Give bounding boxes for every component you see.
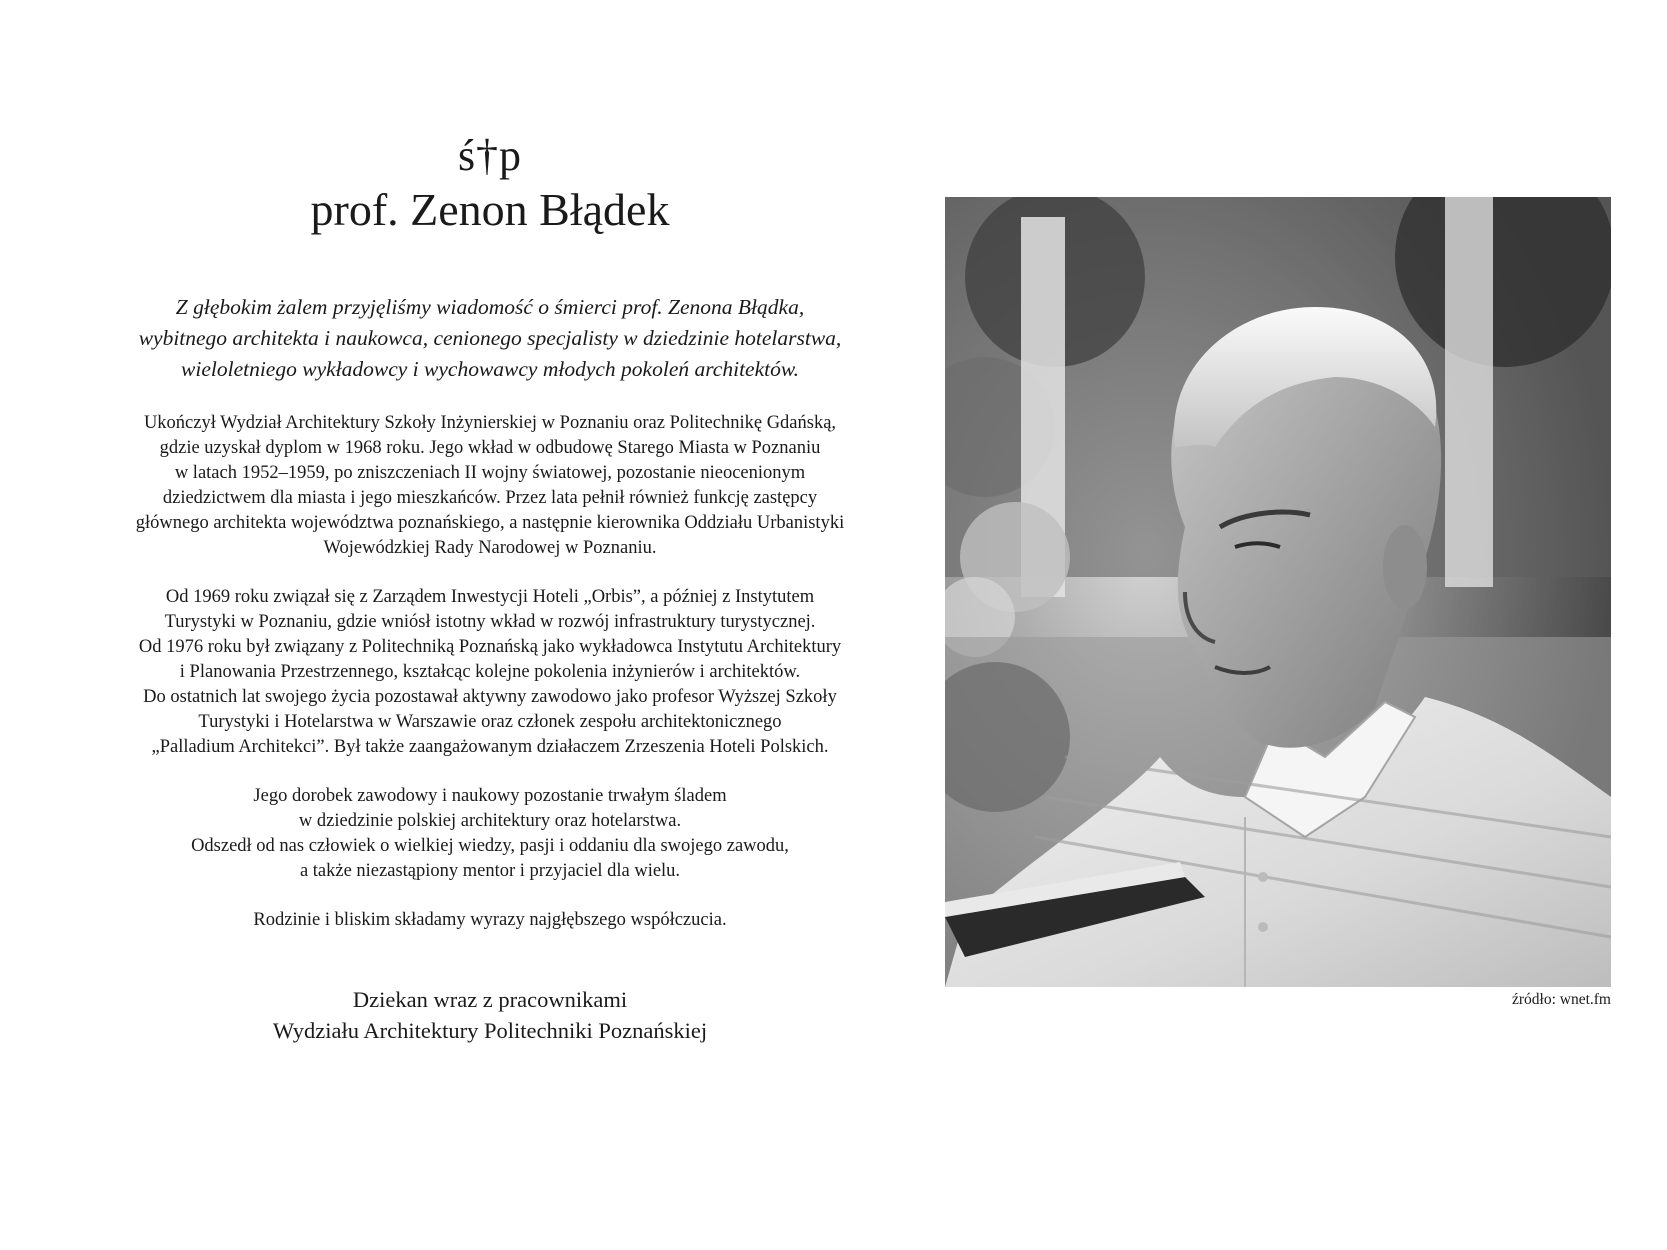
paragraph-line: Turystyki w Poznaniu, gdzie wniósł istotny wkład w rozwój infrastruktury turystycznej. xyxy=(164,612,816,632)
obituary-text-column xyxy=(80,130,900,1046)
paragraph-line: Wojewódzkiej Rady Narodowej w Poznaniu. xyxy=(323,538,657,558)
paragraph-line: Ukończył Wydział Architektury Szkoły Inżynierskiej w Poznaniu oraz Politechnikę Gdańską, xyxy=(143,413,837,433)
paragraph-line: Od 1976 roku był związany z Politechniką Poznańską jako wykładowca Instytutu Architektury xyxy=(138,637,842,657)
portrait-photo-frame xyxy=(945,197,1611,987)
biography-paragraph-education xyxy=(80,411,900,561)
paragraph-line: i Planowania Przestrzennego, kształcąc kolejne pokolenia inżynierów i architektów. xyxy=(179,662,801,682)
legacy-paragraph xyxy=(80,784,900,884)
portrait-photo xyxy=(945,197,1611,987)
paragraph-line: Od 1969 roku związał się z Zarządem Inwestycji Hoteli „Orbis”, a później z Instytutem xyxy=(165,587,815,607)
signature-block xyxy=(80,984,900,1046)
paragraph-line: a także niezastąpiony mentor i przyjaciel dla wielu. xyxy=(299,861,681,881)
paragraph-line: gdzie uzyskał dyplom w 1968 roku. Jego wkład w odbudowę Starego Miasta w Poznaniu xyxy=(159,438,821,458)
paragraph-line: Odszedł od nas człowiek o wielkiej wiedzy, pasji i oddaniu dla swojego zawodu, xyxy=(191,836,789,856)
memorial-cross-heading: ś†p xyxy=(457,131,523,180)
biography-paragraph-career xyxy=(80,585,900,760)
paragraph-line: głównego architekta województwa poznańskiego, a następnie kierownika Oddziału Urbanistyki xyxy=(135,513,845,533)
intro-line: wybitnego architekta i naukowca, cenionego specjalisty w dziedzinie hotelarstwa, xyxy=(138,326,842,350)
paragraph-line: w dziedzinie polskiej architektury oraz hotelarstwa. xyxy=(298,811,682,831)
signature-line: Dziekan wraz z pracownikami xyxy=(352,987,628,1012)
photo-credit: źródło: wnet.fm xyxy=(1511,991,1611,1008)
paragraph-line: Jego dorobek zawodowy i naukowy pozostanie trwałym śladem xyxy=(253,786,727,806)
paragraph-line: dziedzictwem dla miasta i jego mieszkańców. Przez lata pełnił również funkcję zastępcy xyxy=(162,488,818,508)
paragraph-line: w latach 1952–1959, po zniszczeniach II wojny światowej, pozostanie nieocenionym xyxy=(174,463,806,483)
paragraph-line: „Palladium Architekci”. Był także zaangażowanym działaczem Zrzeszenia Hoteli Polskich. xyxy=(151,737,829,757)
signature-line: Wydziału Architektury Politechniki Poznańskiej xyxy=(272,1018,708,1043)
paragraph-line: Rodzinie i bliskim składamy wyrazy najgłębszego współczucia. xyxy=(253,910,727,930)
paragraph-line: Do ostatnich lat swojego życia pozostawał aktywny zawodowo jako profesor Wyższej Szkoły xyxy=(143,687,837,707)
intro-line: wieloletniego wykładowcy i wychowawcy młodych pokoleń architektów. xyxy=(181,357,799,381)
intro-paragraph xyxy=(80,292,900,385)
deceased-name-title: prof. Zenon Błądek xyxy=(310,184,670,235)
paragraph-line: Turystyki i Hotelarstwa w Warszawie oraz członek zespołu architektonicznego xyxy=(198,712,782,732)
condolences-paragraph xyxy=(80,908,900,933)
intro-line: Z głębokim żalem przyjęliśmy wiadomość o śmierci prof. Zenona Błądka, xyxy=(175,295,805,319)
